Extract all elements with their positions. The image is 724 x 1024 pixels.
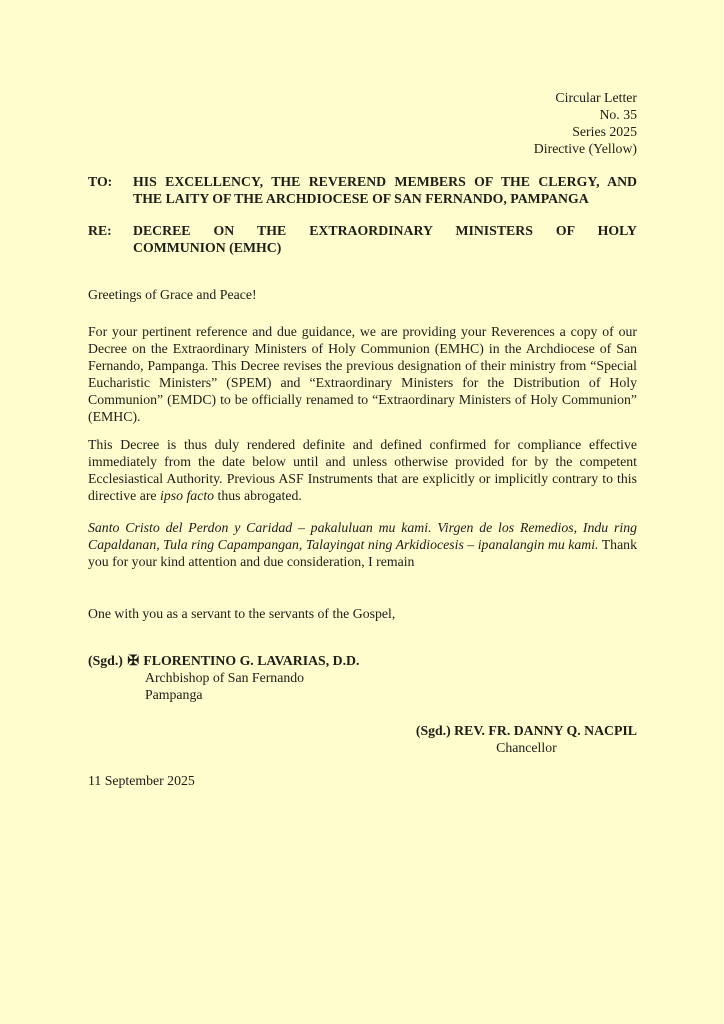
body-paragraph-3 xyxy=(88,519,637,570)
paragraph-2-text-after: thus abrogated. xyxy=(214,488,302,503)
to-label: TO: xyxy=(88,174,113,189)
subject-line-2: COMMUNION (EMHC) xyxy=(133,240,282,255)
paragraph-2-latin-phrase: ipso facto xyxy=(160,488,215,503)
archbishop-name: FLORENTINO G. LAVARIAS, D.D. xyxy=(143,653,360,668)
recipient-line-1: HIS EXCELLENCY, THE REVEREND MEMBERS OF THE CLERGY, AND xyxy=(133,174,637,189)
episcopal-cross-icon: ✠ xyxy=(127,653,139,668)
sgd-label: (Sgd.) xyxy=(88,653,123,668)
letter-type-line: Circular Letter xyxy=(555,90,637,105)
recipient-block xyxy=(88,173,637,207)
body-paragraph-2 xyxy=(88,436,637,504)
subject-block xyxy=(88,222,637,256)
body-paragraph-1: For your pertinent reference and due guidance, we are providing your Reverences a copy of our Decree on the Extraordinary Ministers of Holy Communion (EMHC) in the Archdiocese of San Fernando, Pampanga. This Decree revises the previous designation of their ministry from “Special Eucharistic Ministers” (SPEM) and “Extraordinary Ministers for the Distribution of Holy Communion” (EMDC) to be officially renamed to “Extraordinary Ministers of Holy Communion” (EMHC). xyxy=(88,324,637,424)
salutation: Greetings of Grace and Peace! xyxy=(88,287,257,302)
paragraph-2-text-before: This Decree is thus duly rendered definite and defined confirmed for compliance effective immediately from the date below until and unless otherwise provided for by the competent Ecclesiastical Authority. Previous ASF Instruments that are explicitly or implicitly contrary to this directive are xyxy=(88,437,637,503)
chancellor-signature-line: (Sgd.) REV. FR. DANNY Q. NACPIL xyxy=(415,723,637,738)
archbishop-title: Archbishop of San Fernando xyxy=(145,670,305,685)
letter-directive-line: Directive (Yellow) xyxy=(533,141,637,156)
letter-number-line: No. 35 xyxy=(599,107,637,122)
paragraph-3-prayer-invocation: Santo Cristo del Perdon y Caridad – pakaluluan mu kami. Virgen de los Remedios, Indu ring Capaldanan, Tula ring Capampangan, Talayingat ning Arkidiocesis – ipanalangin mu kami. xyxy=(88,520,637,552)
primary-signature-block xyxy=(88,652,637,703)
letter-date: 11 September 2025 xyxy=(88,773,195,788)
subject-line-1: DECREE ON THE EXTRAORDINARY MINISTERS OF HOLY xyxy=(133,223,637,238)
chancellor-title: Chancellor xyxy=(496,740,557,755)
recipient-line-2: THE LAITY OF THE ARCHDIOCESE OF SAN FERNANDO, PAMPANGA xyxy=(133,191,589,206)
secondary-signature-block xyxy=(416,722,637,756)
paragraph-3-closing-sentence: Thank you for your kind attention and due consideration, I remain xyxy=(88,537,637,569)
closing-line: One with you as a servant to the servants of the Gospel, xyxy=(88,606,396,621)
letter-series-line: Series 2025 xyxy=(572,124,637,139)
re-label: RE: xyxy=(88,223,112,238)
archbishop-signature-line xyxy=(88,652,637,669)
archbishop-location: Pampanga xyxy=(145,687,203,702)
letter-reference-block xyxy=(88,89,637,157)
